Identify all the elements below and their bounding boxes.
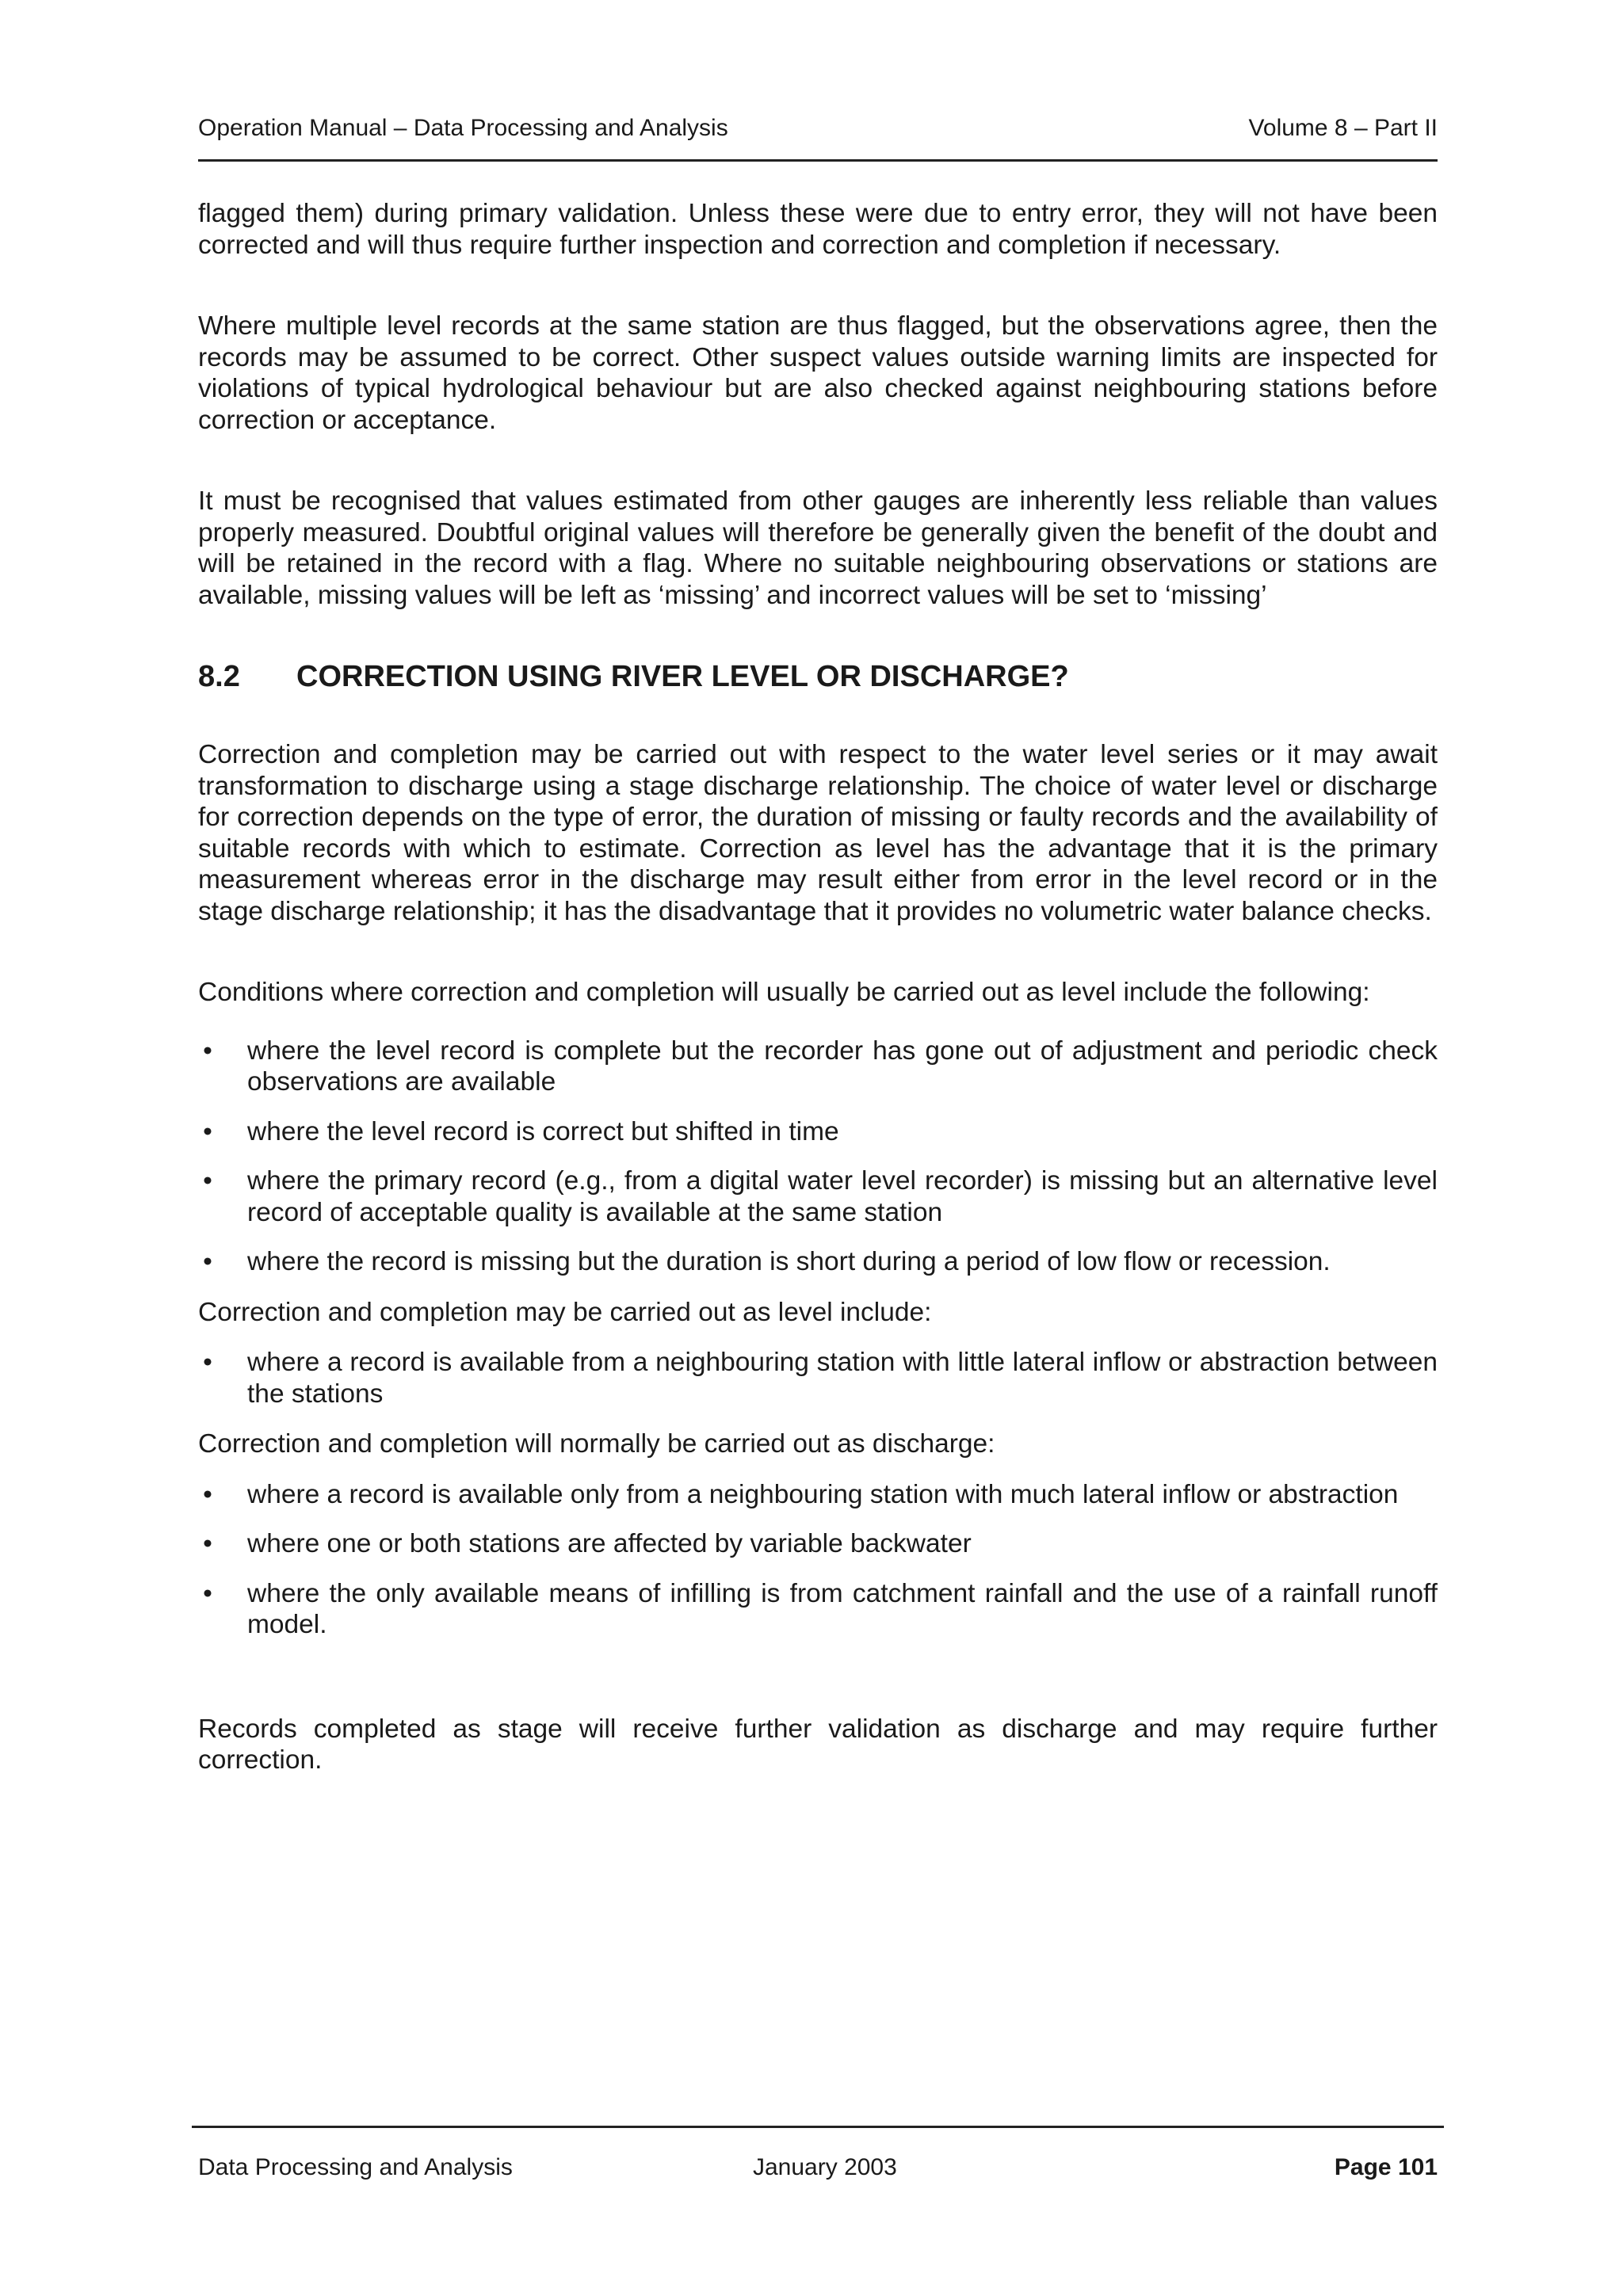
list-item: • where the record is missing but the duration is short during a period of low flow or recession. — [198, 1246, 1438, 1278]
bullet-icon: • — [203, 1116, 212, 1146]
list-level-conditions — [198, 1035, 1438, 1278]
section-title: CORRECTION USING RIVER LEVEL OR DISCHARGE? — [296, 660, 1069, 693]
paragraph-conditions-level: Conditions where correction and completion will usually be carried out as level include the following: — [198, 978, 1370, 1007]
header-document-title: Operation Manual – Data Processing and Analysis — [198, 115, 728, 141]
list-discharge-conditions — [198, 1479, 1438, 1641]
list-item: • where the only available means of infilling is from catchment rainfall and the use of a rainfall runoff model. — [198, 1578, 1438, 1641]
list-item: • where the primary record (e.g., from a digital water level recorder) is missing but an alternative level record of acceptable quality is available at the same station — [198, 1165, 1438, 1228]
list-item: • where a record is available only from a neighbouring station with much lateral inflow or abstraction — [198, 1479, 1438, 1511]
header-volume: Volume 8 – Part II — [1248, 115, 1438, 141]
bullet-icon: • — [203, 1247, 212, 1276]
paragraph-recognised: It must be recognised that values estimated from other gauges are inherently less reliable than values properly measured. Doubtful original values will therefore be generally given the benefit of the doubt and will be retained in the record with a flag. Where no suitable neighbouring observations or stations are available, missing values will be left as ‘missing’ and incorrect values will be set to ‘missing’ — [198, 486, 1438, 610]
page-number: Page 101 — [1334, 2154, 1438, 2180]
bullet-icon: • — [203, 1479, 212, 1509]
paragraph-flagged: flagged them) during primary validation. Unless these were due to entry error, they will not have been corrected and will thus require further inspection and correction and completion if necessary. — [198, 199, 1438, 260]
paragraph-may-level: Correction and completion may be carried out as level include: — [198, 1297, 932, 1327]
section-heading — [198, 658, 1438, 695]
page-header — [198, 113, 1438, 162]
paragraph-records-completed: Records completed as stage will receive further validation as discharge and may require further correction. — [198, 1714, 1438, 1775]
list-item: • where a record is available from a neighbouring station with little lateral inflow or abstraction between the stations — [198, 1347, 1438, 1409]
list-item: • where the level record is correct but shifted in time — [198, 1116, 1438, 1148]
list-item: • where the level record is complete but the recorder has gone out of adjustment and periodic check observations are available — [198, 1035, 1438, 1098]
bullet-icon: • — [203, 1035, 212, 1066]
list-item: • where one or both stations are affected by variable backwater — [198, 1528, 1438, 1560]
page-footer — [192, 2126, 1444, 2183]
footer-date: January 2003 — [753, 2154, 897, 2180]
list-may-level — [198, 1347, 1438, 1409]
bullet-icon: • — [203, 1578, 212, 1608]
bullet-icon: • — [203, 1348, 212, 1377]
section-number: 8.2 — [198, 660, 240, 693]
page-content — [198, 198, 1438, 1776]
bullet-icon: • — [203, 1529, 212, 1558]
paragraph-multiple-records: Where multiple level records at the same station are thus flagged, but the observations agree, then the records may be assumed to be correct. Other suspect values outside warning limits are inspected for violations of typical hydrological behaviour but are also checked against neighbouring stations before correction or acceptance. — [198, 311, 1438, 435]
bullet-icon: • — [203, 1166, 212, 1196]
footer-title: Data Processing and Analysis — [198, 2154, 513, 2180]
paragraph-correction-intro: Correction and completion may be carried out with respect to the water level series or it may await transformation to discharge using a stage discharge relationship. The choice of water level or discharge for correction depends on the type of error, the duration of missing or faulty records and the availability of suitable records with which to estimate. Correction as level has the advantage that it is the primary measurement whereas error in the discharge may result either from error in the level record or in the stage discharge relationship; it has the disadvantage that it provides no volumetric water balance checks. — [198, 740, 1438, 926]
paragraph-discharge: Correction and completion will normally be carried out as discharge: — [198, 1429, 995, 1459]
